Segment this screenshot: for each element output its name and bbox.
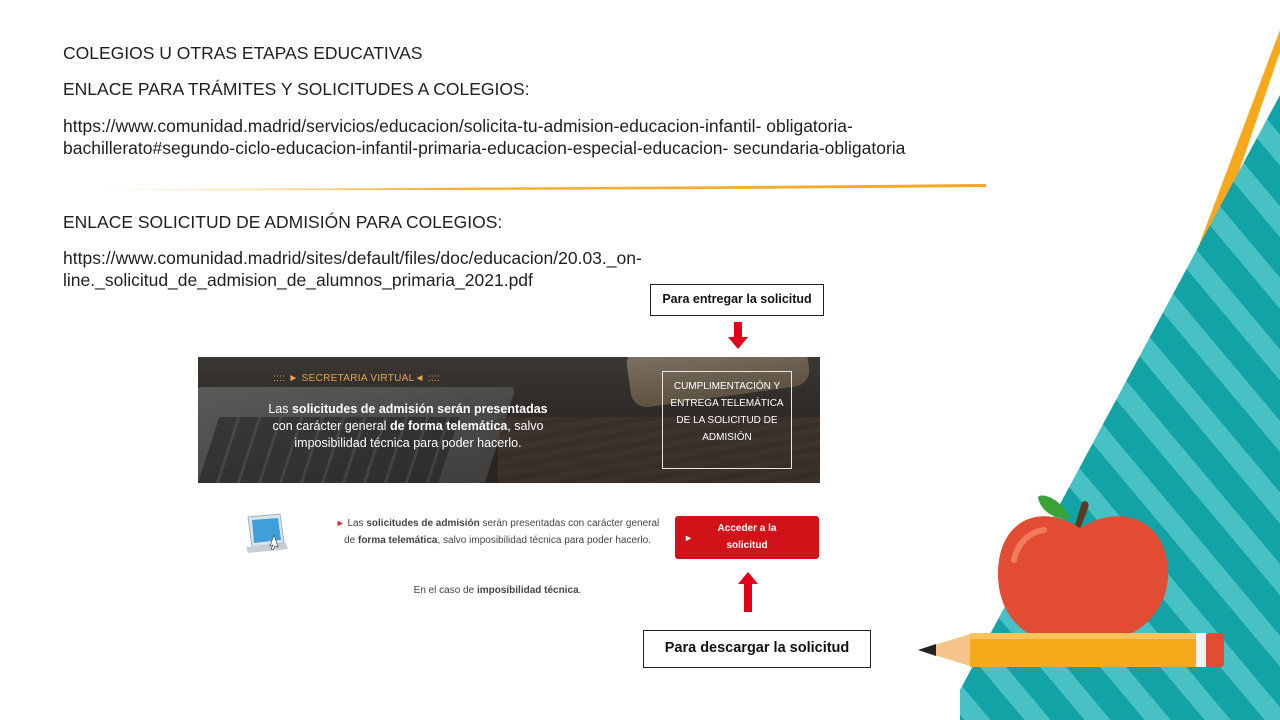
link-solicitud-line1[interactable]: https://www.comunidad.madrid/sites/default/files/doc/educacion/20.03._on-: [63, 248, 642, 268]
link-tramites-line2[interactable]: bachillerato#segundo-ciclo-educacion-infantil-primaria-educacion-especial-educacion- secundaria-obligatoria: [63, 138, 906, 158]
separator-line: [94, 182, 986, 192]
pencil-icon: [918, 633, 1224, 667]
secretaria-virtual-banner: [198, 357, 820, 483]
imposibilidad-text: En el caso de imposibilidad técnica.: [413, 585, 582, 596]
heading-colegios: COLEGIOS U OTRAS ETAPAS EDUCATIVAS: [63, 43, 423, 63]
heading-enlace-tramites: ENLACE PARA TRÁMITES Y SOLICITUDES A COLEGIOS:: [63, 79, 530, 99]
link-solicitud[interactable]: [63, 247, 642, 291]
access-description: ► Las solicitudes de admisión serán presentadas con carácter general de forma telemática, salvo imposibilidad técnica para poder hacerlo.: [335, 518, 660, 546]
callout-descargar: Para descargar la solicitud: [643, 630, 871, 668]
acceder-solicitud-button[interactable]: ► Acceder a la solicitud: [675, 516, 819, 559]
heading-enlace-solicitud: ENLACE SOLICITUD DE ADMISIÓN PARA COLEGIOS:: [63, 212, 503, 232]
banner-kicker: :::: ► SECRETARIA VIRTUAL◄ ::::: [273, 373, 441, 384]
link-tramites[interactable]: [63, 115, 905, 159]
play-icon: ►: [684, 533, 693, 543]
banner-text: Las solicitudes de admisión serán presentadas con carácter general de forma telemática, salvo imposibilidad técnica para poder hacerlo.: [268, 402, 548, 450]
link-tramites-line1[interactable]: https://www.comunidad.madrid/servicios/educacion/solicita-tu-admision-educacion-infantil- obligatoria-: [63, 116, 853, 136]
banner-admission-box[interactable]: CUMPLIMENTACIÓN Y ENTREGA TELEMÁTICA DE LA SOLICITUD DE ADMISIÓN: [662, 371, 792, 469]
callout-entregar: Para entregar la solicitud: [650, 284, 824, 316]
computer-icon: [244, 513, 290, 555]
link-solicitud-line2[interactable]: line._solicitud_de_admision_de_alumnos_primaria_2021.pdf: [63, 270, 533, 290]
apple-icon: [998, 495, 1168, 641]
down-arrow-icon: [728, 322, 748, 350]
apple-pencil-illustration: [910, 490, 1240, 680]
up-arrow-icon: [738, 572, 758, 612]
